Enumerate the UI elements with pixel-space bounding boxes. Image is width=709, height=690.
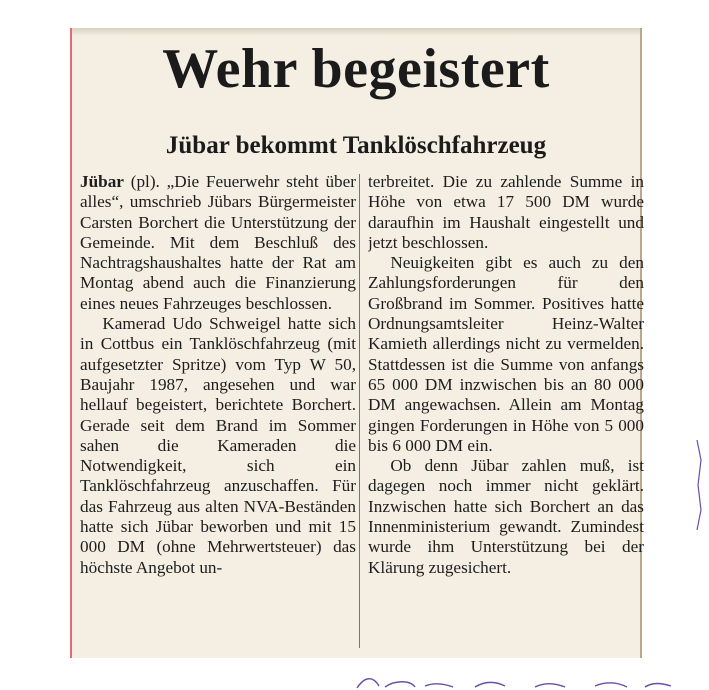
- article-column-left: [80, 172, 356, 652]
- paragraph: terbreitet. Die zu zahlende Summe in Höhe von etwa 17 500 DM wurde daraufhin im Haushalt eingestellt und jetzt beschlossen.: [368, 172, 644, 252]
- paragraph: Kamerad Udo Schweigel hatte sich in Cottbus ein Tanklöschfahrzeug (mit aufgesetzter Spritze) vom Typ W 50, Baujahr 1987, angesehen und war hellauf begeistert, berichtete Borchert. Gerade seit dem Brand im Sommer sahen die Kameraden die Notwendigkeit, sich ein Tanklöschfahrzeug anzuschaffen. Für das Fahrzeug aus alten NVA-Beständen hatte sich Jübar beworben und mit 15 000 DM (ohne Mehrwertsteuer) das höchste Angebot un-: [80, 314, 356, 577]
- article-column-right: [368, 172, 644, 652]
- column-divider: [359, 174, 360, 648]
- paragraph-text: (pl). „Die Feuerwehr steht über alles“, umschrieb Jübars Bürgermeister Carsten Borchert die Unterstützung der Gemeinde. Mit dem Beschluß des Nachtragshaushaltes hatte der Rat am Montag abend auch die Finanzierung eines neues Fahrzeuges beschlossen.: [80, 172, 356, 313]
- handwriting-mark: [355, 672, 675, 690]
- paragraph: [80, 172, 356, 314]
- headline: Wehr begeistert: [162, 38, 550, 100]
- paragraph: Ob denn Jübar zahlen muß, ist dagegen noch immer nicht geklärt. Inzwischen hatte sich Borchert an das Innenministerium gewandt. Zumindest wurde ihm Unterstützung bei der Klärung zugesichert.: [368, 456, 644, 577]
- subheadline: Jübar bekommt Tanklöschfahrzeug: [165, 132, 547, 159]
- newspaper-clipping: [70, 28, 642, 658]
- dateline: Jübar: [80, 172, 124, 191]
- edge-mark: [695, 440, 703, 530]
- paragraph: Neuigkeiten gibt es auch zu den Zahlungsforderungen für den Großbrand im Sommer. Positives hatte Ordnungsamtsleiter Heinz-Walter Kamieth allerdings nicht zu vermelden. Stattdessen ist die Summe von anfangs 65 000 DM inzwischen bis an 80 000 DM angewachsen. Allein am Montag gingen Forderungen in Höhe von 5 000 bis 6 000 DM ein.: [368, 253, 644, 455]
